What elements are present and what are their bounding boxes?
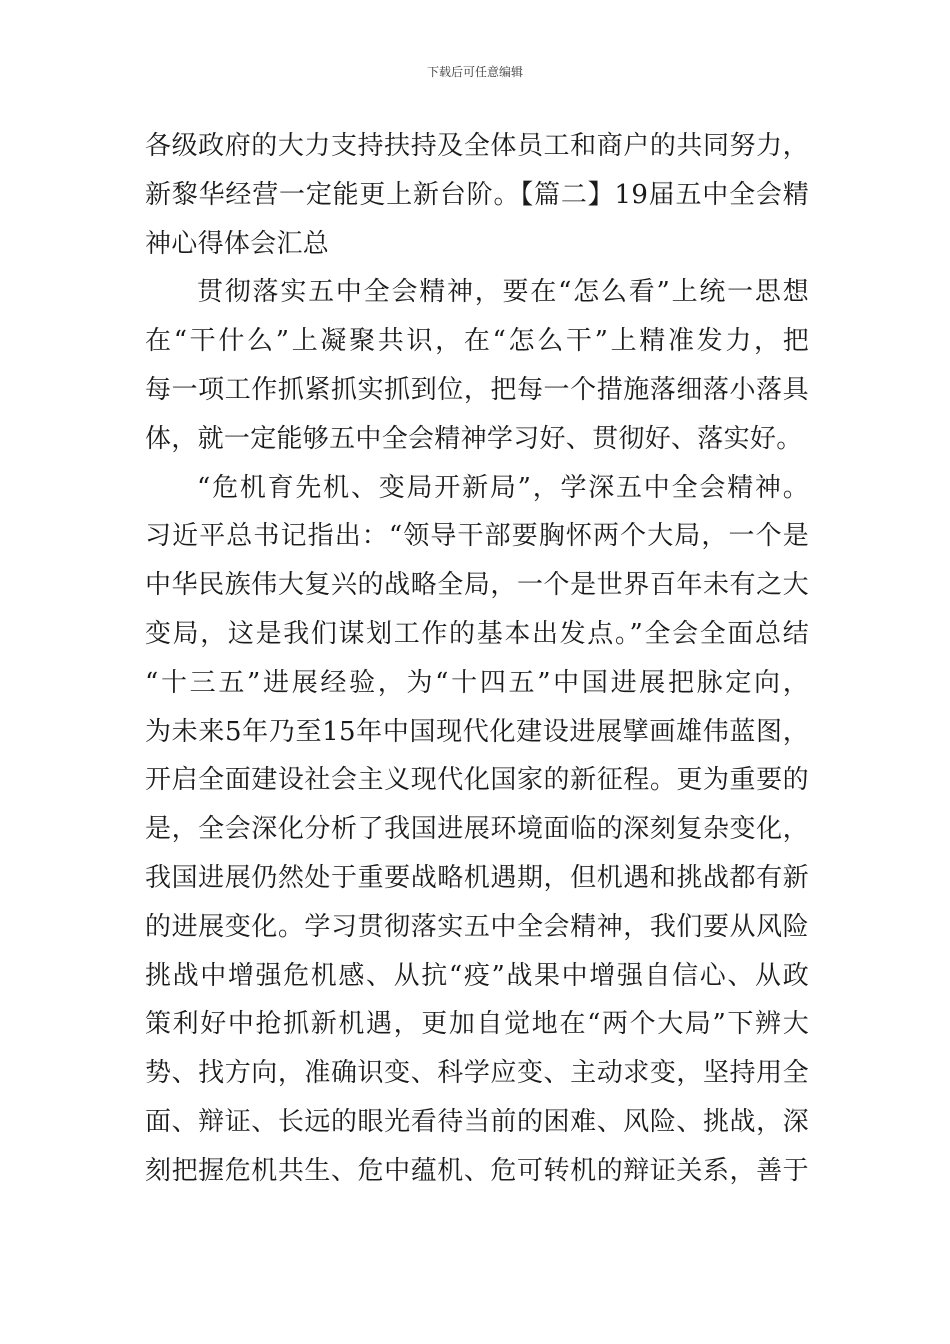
text-line: 策利好中抢抓新机遇，更加自觉地在“两个大局”下辨大 <box>145 1009 809 1040</box>
text-line: 在“干什么”上凝聚共识，在“怎么干”上精准发力，把 <box>145 326 809 357</box>
text-line: 贯彻落实五中全会精神，要在“怎么看”上统一思想 <box>197 277 809 308</box>
text-line: 刻把握危机共生、危中蕴机、危可转机的辩证关系，善于 <box>145 1155 809 1186</box>
text-line: 面、辩证、长远的眼光看待当前的困难、风险、挑战，深 <box>145 1106 809 1137</box>
text-line: 各级政府的大力支持扶持及全体员工和商户的共同努力， <box>145 131 809 161</box>
text-line: 挑战中增强危机感、从抗“疫”战果中增强自信心、从政 <box>145 960 809 991</box>
text-line: 为未来5年乃至15年中国现代化建设进展擘画雄伟蓝图， <box>145 716 809 747</box>
paragraph-1 <box>145 122 809 268</box>
text-line: 每一项工作抓紧抓实抓到位，把每一个措施落细落小落具 <box>145 374 809 405</box>
text-line: 变局，这是我们谋划工作的基本出发点。”全会全面总结 <box>145 618 809 649</box>
page-header: 下载后可任意编辑 <box>426 65 523 79</box>
text-line: 开启全面建设社会主义现代化国家的新征程。更为重要的 <box>145 765 809 796</box>
text-line: “十三五”进展经验，为“十四五”中国进展把脉定向， <box>145 667 809 698</box>
text-line: 习近平总书记指出：“领导干部要胸怀两个大局，一个是 <box>145 521 809 552</box>
paragraph-3 <box>145 464 809 1196</box>
text-line: 神心得体会汇总 <box>145 228 330 259</box>
text-line: 是，全会深化分析了我国进展环境面临的深刻复杂变化， <box>145 814 809 845</box>
text-line: 我国进展仍然处于重要战略机遇期，但机遇和挑战都有新 <box>145 862 809 893</box>
text-line: 的进展变化。学习贯彻落实五中全会精神，我们要从风险 <box>145 911 809 942</box>
text-line: 新黎华经营一定能更上新台阶。【篇二】19届五中全会精 <box>145 179 809 210</box>
text-line: 体，就一定能够五中全会精神学习好、贯彻好、落实好。 <box>145 423 803 454</box>
text-line: 势、找方向，准确识变、科学应变、主动求变，坚持用全 <box>145 1058 809 1089</box>
text-line: 中华民族伟大复兴的战略全局，一个是世界百年未有之大 <box>145 570 809 601</box>
text-line: “危机育先机、变局开新局”，学深五中全会精神。 <box>197 472 809 503</box>
document-body <box>145 122 809 1196</box>
paragraph-2 <box>145 268 809 463</box>
